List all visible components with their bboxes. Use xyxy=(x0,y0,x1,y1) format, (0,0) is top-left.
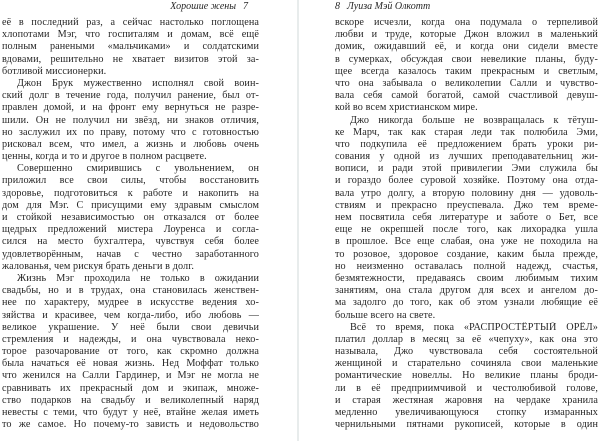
text-line: ский долг в течение года, получил ранение, был от- xyxy=(2,90,259,102)
text-line: щедрых предложений мистера Лоуренса и согла- xyxy=(2,224,259,236)
text-line: что она забывала о великолепии Салли и чувство- xyxy=(335,77,598,89)
text-line: сился на место бухгалтера, чувствуя себя более xyxy=(2,236,259,248)
page-divider xyxy=(297,0,299,441)
text-line: стремления и надежды, и она чувствовала неко- xyxy=(2,333,259,345)
text-line: здоровье, подготовиться к работе и накопить на xyxy=(2,187,259,199)
text-line: ценны, когда и то и другое в полном расцвете. xyxy=(2,151,207,163)
page-right xyxy=(335,0,598,441)
text-line: занятиям, она стала другом для всех и ангелом до- xyxy=(335,285,598,297)
text-line: рисковал всем, что имел, а жизнь и любовь очень xyxy=(2,138,259,150)
text-line: великое украшение. У неё были свои девичьи xyxy=(2,321,259,333)
page-body-left xyxy=(2,17,259,431)
text-line: хлопотами Мэг, что госпиталям и домам, всё ещё xyxy=(2,29,259,41)
text-line: то розовое, здоровое создание, каким была прежде, xyxy=(335,248,598,260)
text-line: Совершенно смирившись с увольнением, он xyxy=(17,163,259,175)
text-line: кой во всем христианском мире. xyxy=(335,102,478,114)
text-line: щее всегда казалось таким прекрасным и светлым, xyxy=(335,65,598,77)
text-line: ли в её предприимчивой и честолюбивой голове, xyxy=(335,382,598,394)
text-line: что подкупила её предложением брать уроки ри- xyxy=(335,138,598,150)
text-line: была начаться её новая жизнь. Нед Моффат только xyxy=(2,358,259,370)
text-line: любви и труде, которые Джон вложил в маленький xyxy=(335,29,598,41)
text-line: её в последний раз, а сейчас настолько поглощена xyxy=(2,17,259,28)
running-title: Луиза Мэй Олкотт xyxy=(347,1,431,12)
text-line: правлен домой, и на фронт ему вернуться не разре- xyxy=(2,102,259,114)
running-head-right xyxy=(335,1,598,13)
text-line: нее по характеру, мудрее в искусстве ведения хо- xyxy=(2,297,259,309)
text-line: свадьбы, но и в трудах, она становилась женствен- xyxy=(2,285,259,297)
text-line: вописи, и ради этой привилегии Эми служила бы xyxy=(335,163,598,175)
text-line: в прошлое. Все еще слабая, она уже не походила на xyxy=(335,236,598,248)
text-line: вскоре исчезли, когда она подумала о терпеливой xyxy=(335,17,598,28)
text-line: домик, ожидавший её, и когда они сидели вместе xyxy=(335,41,598,53)
page-number: 8 xyxy=(335,1,340,12)
text-line: Джон Брук мужественно исполнял свой воин- xyxy=(17,77,259,89)
text-line: жалованья, чем рискуя брать деньги в долг. xyxy=(2,260,195,272)
text-line: но заслужил их по праву, потому что с готовностью xyxy=(2,126,259,138)
text-line: полным ранеными «мальчиками» и солдатскими xyxy=(2,41,259,53)
text-line: женщиной и старательно сочиняла свои маленькие xyxy=(335,358,598,370)
text-line: вдовами, решительно не хватает визитов этой за- xyxy=(2,53,259,65)
text-line: то же самое. Но почему-то зависть и недовольство xyxy=(2,419,259,431)
text-line: безмятежности, предаваясь своим любимым тихим xyxy=(335,272,598,284)
text-line: медленно увеличивающуюся стопку измаранных xyxy=(335,407,598,418)
text-line: приложил все свои силы, чтобы восстановить xyxy=(2,175,259,187)
text-line: чернильными пятнами рукописей, которые в один xyxy=(335,419,598,431)
page-body-right xyxy=(335,17,598,431)
text-line: вала себя самой богатой, самой счастливой девуш- xyxy=(335,90,598,102)
text-line: нем посвятила себя литературе и заботе о Бет, все xyxy=(335,212,598,223)
page-left xyxy=(2,0,259,441)
text-line: шили. Он не получил ни звёзд, ни знаков отличия, xyxy=(2,114,259,126)
text-line: ботливой миссионерки. xyxy=(2,65,107,77)
text-line: платил доллар в месяц за её «чепуху», как она это xyxy=(335,333,598,345)
text-line: называла, Джо чувствовала себя состоятельной xyxy=(335,346,598,358)
text-line: и гораздо более суровой хозяйке. Поэтому она отда- xyxy=(335,175,598,187)
text-line: невесты с теми, что будут у неё, втайне желая иметь xyxy=(2,407,259,418)
text-line: вала утро долгу, а вторую половину дня — удоволь- xyxy=(335,187,598,199)
text-line: удовлетворённым, начав с честно заработанного xyxy=(2,248,259,260)
text-line: больше всего на свете. xyxy=(335,309,436,321)
text-line: ство подарков на свадьбу и великолепный наряд xyxy=(2,394,259,406)
page-number: 7 xyxy=(243,1,248,12)
text-line: но неизменно оставалась полной надежд, счастья, xyxy=(335,260,598,272)
text-line: сования у одной из лучших преподавательниц жи- xyxy=(335,151,598,163)
text-line: сравнивать их прекрасный дом и экипаж, множе- xyxy=(2,382,259,394)
text-line: что женился на Салли Гардинер, и Мэг не могла не xyxy=(2,370,259,382)
running-title: Хорошие жены xyxy=(170,1,236,12)
text-line: ствиям и прекрасно преуспевала. Джо тем време- xyxy=(335,199,598,211)
text-line: Джо никогда больше не возвращалась к тётуш- xyxy=(350,114,598,126)
text-line: и стойкой независимостью он отказался от более xyxy=(2,212,259,223)
text-line: и старая жестяная жаровня на чердаке хранила xyxy=(335,394,598,406)
text-line: ке Марч, так как старая леди так полюбила Эми, xyxy=(335,126,598,138)
text-line: дом для Мэг. С присущими ему здравым смыслом xyxy=(2,199,259,211)
text-line: зяйства и красивее, чем когда-либо, ибо любовь — xyxy=(2,309,259,321)
text-line: романтические новеллы. Но великие планы броди- xyxy=(335,370,598,382)
text-line: торое разочарование от того, как скромно должна xyxy=(2,346,259,358)
text-line: еще не окрепшей после того, как лихорадка ушла xyxy=(335,224,598,236)
text-line: Всё то время, пока «РАСПРОСТЁРТЫЙ ОРЁЛ» xyxy=(350,321,598,333)
text-line: ма задолго до того, как об этом узнали любящие её xyxy=(335,297,598,309)
running-head-left xyxy=(2,1,259,13)
text-line: Жизнь Мэг проходила не только в ожидании xyxy=(17,272,259,284)
text-line: в сумерках, обсуждая свои невеликие планы, буду- xyxy=(335,53,598,65)
